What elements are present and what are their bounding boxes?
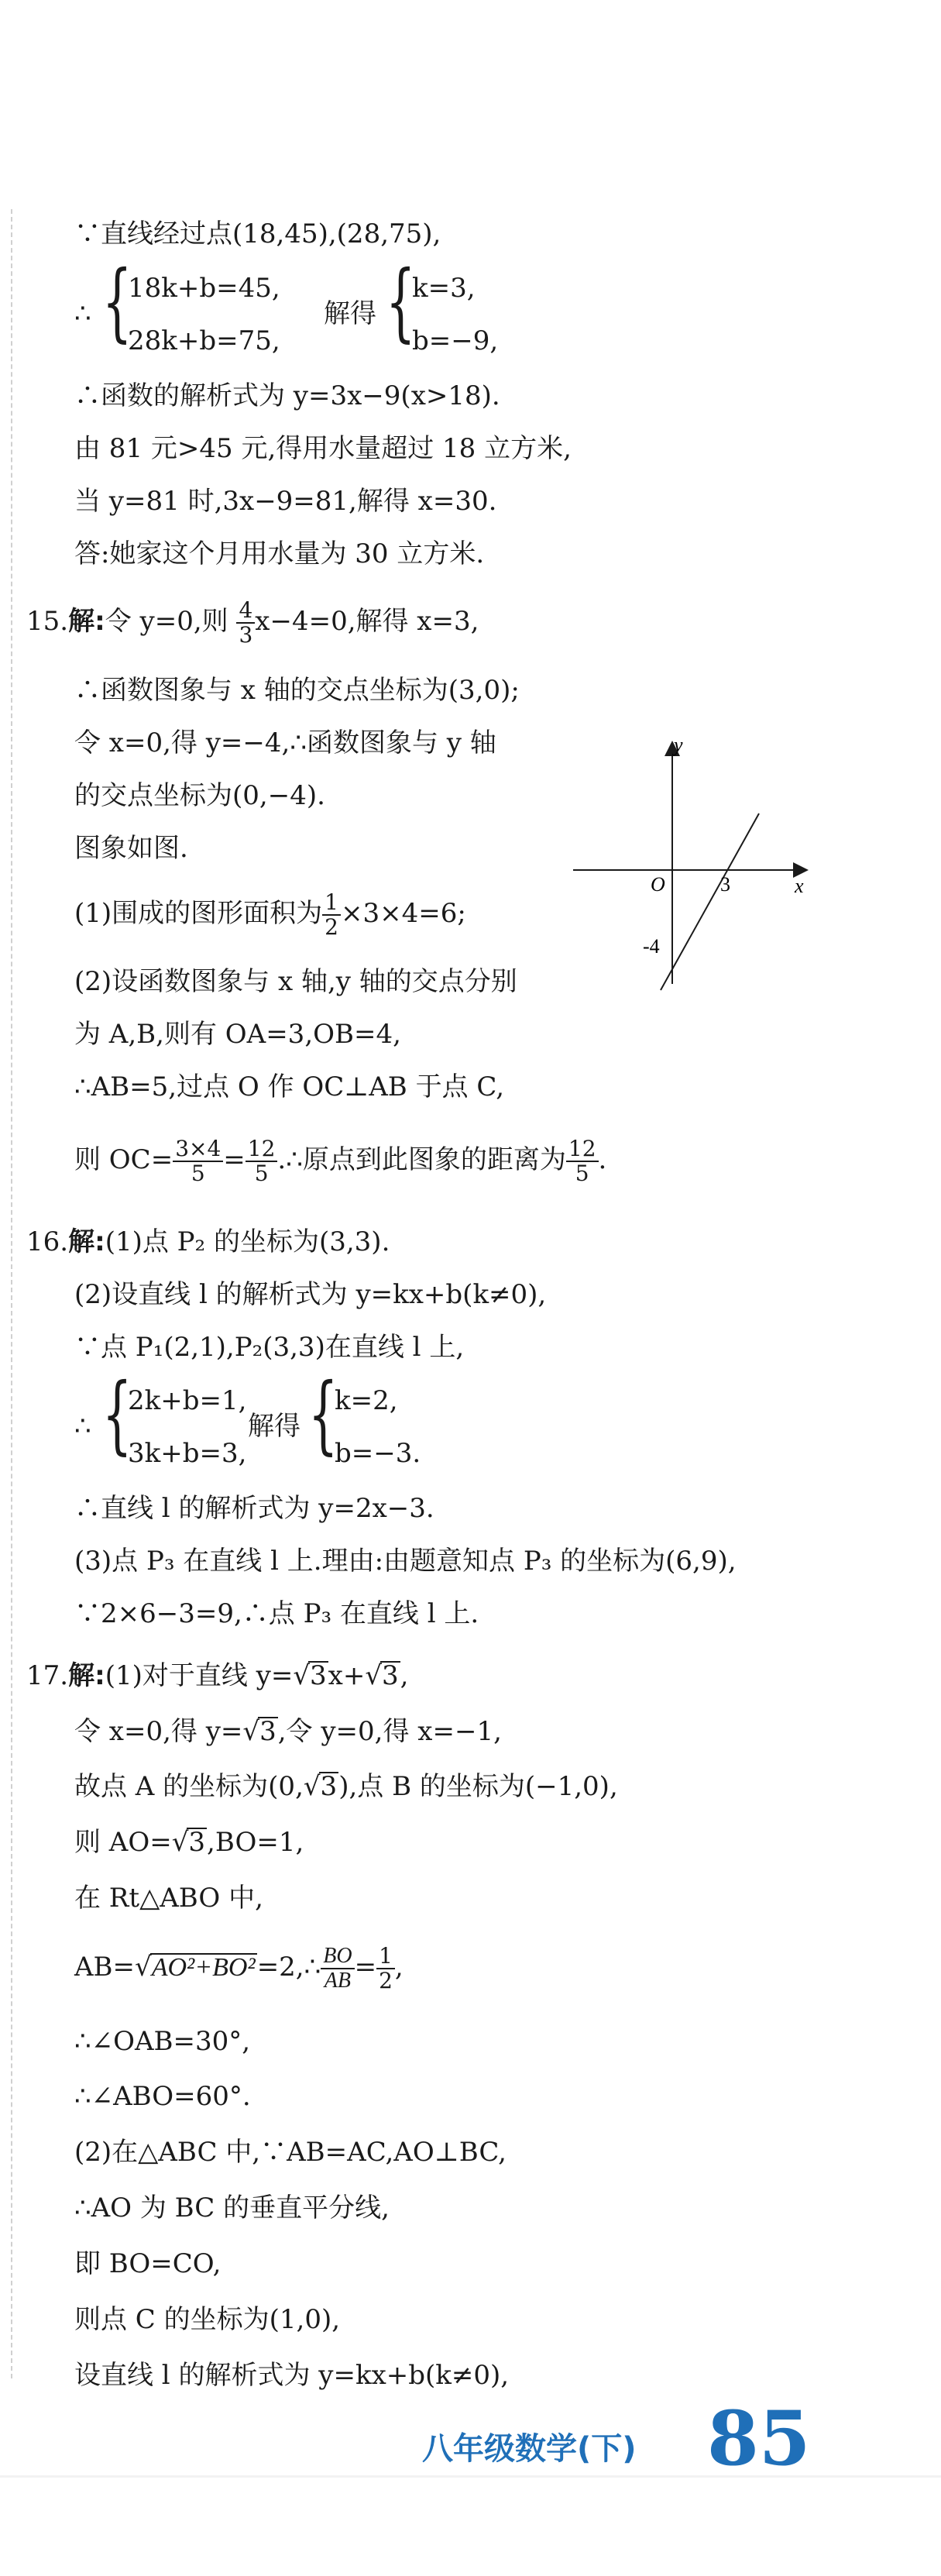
x-intercept-label: 3 [720,873,730,896]
text-line [74,1825,304,1859]
left-brace: { [102,252,132,351]
fraction [566,1137,599,1185]
fraction-numerator: BO [321,1945,354,1969]
sqrt: √AO²+BO² [135,1952,256,1983]
sqrt-radicand: 3 [320,1771,338,1802]
sqrt: √3 [242,1716,276,1747]
sqrt-radicand: 3 [188,1827,206,1858]
text-line: ∵2×6−3=9,∴点 P₃ 在直线 l 上. [74,1598,479,1629]
text-line [74,1945,404,1993]
text-segment: , [394,1952,404,1983]
solution-label: 解: [68,606,105,637]
text-line: 即 BO=CO, [74,2248,222,2279]
solution-label: 解: [68,1660,105,1691]
text-line: 当 y=81 时,3x−9=81,解得 x=30. [74,486,497,517]
text-segment: =2,∴ [256,1952,321,1983]
left-brace: { [308,1364,338,1463]
text-line: 为 A,B,则有 OA=3,OB=4, [74,1019,401,1050]
left-brace: { [386,252,416,351]
fraction-denominator: 5 [254,1161,269,1186]
equation: 2k+b=1, [128,1385,247,1416]
text-segment: (1)围成的图形面积为 [74,898,323,929]
text-segment: ),点 B 的坐标为(−1,0), [338,1771,618,1802]
solution-label: 解: [68,1226,105,1257]
sqrt: √3 [293,1660,327,1691]
text-segment: 则 AO= [74,1827,172,1858]
fraction-numerator: 12 [246,1137,278,1162]
text-line [74,1137,606,1185]
text-line: 答:她家这个月用水量为 30 立方米. [74,538,485,569]
q15-number: 15. [26,606,69,637]
text-segment: .∴原点到此图象的距离为 [277,1144,566,1175]
text-segment: 令 y=0,则 [105,606,228,637]
fraction [322,891,341,939]
text-segment: (1)点 P₂ 的坐标为(3,3). [105,1226,390,1257]
fraction-denominator: 2 [379,1968,393,1993]
text-solve: 解得 [248,1411,301,1442]
text-segment: (1)对于直线 y= [105,1660,294,1691]
q17-number: 17. [26,1660,69,1691]
equation: k=3, [412,273,476,304]
fraction-denominator: 3 [239,622,253,648]
text-segment: ×3×4=6; [341,898,466,929]
text-line: 在 Rt△ABO 中, [74,1883,263,1914]
text-line: 的交点坐标为(0,−4). [74,780,325,811]
text-line: ∴AB=5,过点 O 作 OC⊥AB 于点 C, [74,1071,505,1102]
sqrt-radicand: 3 [382,1660,399,1691]
text-line: ∵直线经过点(18,45),(28,75), [74,218,441,249]
equation: b=−9, [412,325,499,356]
footer-divider [0,2475,941,2478]
sqrt-radicand: AO²+BO² [151,1953,256,1982]
footer-book-title: 八年级数学(下) [422,2431,637,2467]
text-segment: 则 OC= [74,1144,173,1175]
text-segment: = [354,1952,377,1983]
y-intercept-label: -4 [643,935,660,958]
x-axis-label: x [795,875,804,897]
equation: 28k+b=75, [128,325,280,356]
text-line [74,1769,618,1804]
text-segment: x−4=0,解得 x=3, [255,606,479,637]
therefore-symbol: ∴ [74,1411,91,1442]
text-segment: AB= [74,1952,136,1983]
text-line: ∴函数的解析式为 y=3x−9(x>18). [74,380,500,411]
text-segment: 故点 A 的坐标为(0, [74,1771,304,1802]
function-graph [565,728,821,992]
text-line: ∴函数图象与 x 轴的交点坐标为(3,0); [74,675,520,706]
fraction [321,1945,354,1993]
equation: k=2, [335,1385,398,1416]
text-segment: . [598,1144,607,1175]
text-line: (3)点 P₃ 在直线 l 上.理由:由题意知点 P₃ 的坐标为(6,9), [74,1546,737,1577]
margin-dashed-line [11,209,12,2378]
equation: 3k+b=3, [128,1438,247,1469]
fraction-numerator: 4 [236,599,255,624]
fraction [173,1137,223,1185]
fraction [376,1945,395,1993]
text-line: ∴AO 为 BC 的垂直平分线, [74,2193,390,2223]
fraction-denominator: 5 [191,1161,205,1186]
text-segment: x+ [328,1660,366,1691]
question-number [26,1225,390,1259]
sqrt-radicand: 3 [310,1660,327,1691]
text-line: 则点 C 的坐标为(1,0), [74,2304,341,2335]
function-line [661,813,759,990]
therefore-symbol: ∴ [74,298,91,329]
sqrt-radicand: 3 [259,1716,276,1747]
sqrt: √3 [365,1660,399,1691]
q16-number: 16. [26,1226,69,1257]
fraction-numerator: 3×4 [173,1137,223,1162]
origin-label: O [651,873,665,896]
left-brace: { [102,1364,132,1463]
text-segment: ,BO=1, [207,1827,304,1858]
fraction [246,1137,278,1185]
fraction [236,599,255,647]
text-line [74,891,466,939]
text-line: ∴∠OAB=30°, [74,2026,251,2057]
text-segment: = [223,1144,246,1175]
text-line [74,1714,502,1749]
text-line: (2)设函数图象与 x 轴,y 轴的交点分别 [74,966,517,997]
text-line: 令 x=0,得 y=−4,∴函数图象与 y 轴 [74,727,496,758]
text-line: ∴直线 l 的解析式为 y=2x−3. [74,1493,434,1524]
text-line: (2)设直线 l 的解析式为 y=kx+b(k≠0), [74,1279,547,1310]
fraction-numerator: 1 [322,891,341,916]
text-line: 设直线 l 的解析式为 y=kx+b(k≠0), [74,2360,510,2391]
question-number [26,599,479,647]
text-line: (2)在△ABC 中,∵AB=AC,AO⊥BC, [74,2137,507,2168]
fraction-denominator: 5 [575,1161,589,1186]
y-axis-label: y [674,734,683,756]
text-line: 由 81 元>45 元,得用水量超过 18 立方米, [74,433,572,464]
sqrt: √3 [303,1771,338,1802]
equation: b=−3. [335,1438,421,1469]
fraction-numerator: 12 [566,1137,599,1162]
text-solve: 解得 [324,298,376,329]
text-line: ∵点 P₁(2,1),P₂(3,3)在直线 l 上, [74,1332,465,1363]
equation: 18k+b=45, [128,273,280,304]
text-segment: , [400,1660,409,1691]
sqrt: √3 [171,1827,206,1858]
text-segment: 令 x=0,得 y= [74,1716,243,1747]
fraction-numerator: 1 [376,1945,395,1969]
question-number [26,1659,408,1693]
text-line: ∴∠ABO=60°. [74,2081,251,2112]
fraction-denominator: 2 [325,914,338,940]
page-number: 85 [707,2395,811,2482]
text-line: 图象如图. [74,833,188,864]
text-segment: ,令 y=0,得 x=−1, [277,1716,502,1747]
fraction-denominator: AB [324,1969,352,1993]
